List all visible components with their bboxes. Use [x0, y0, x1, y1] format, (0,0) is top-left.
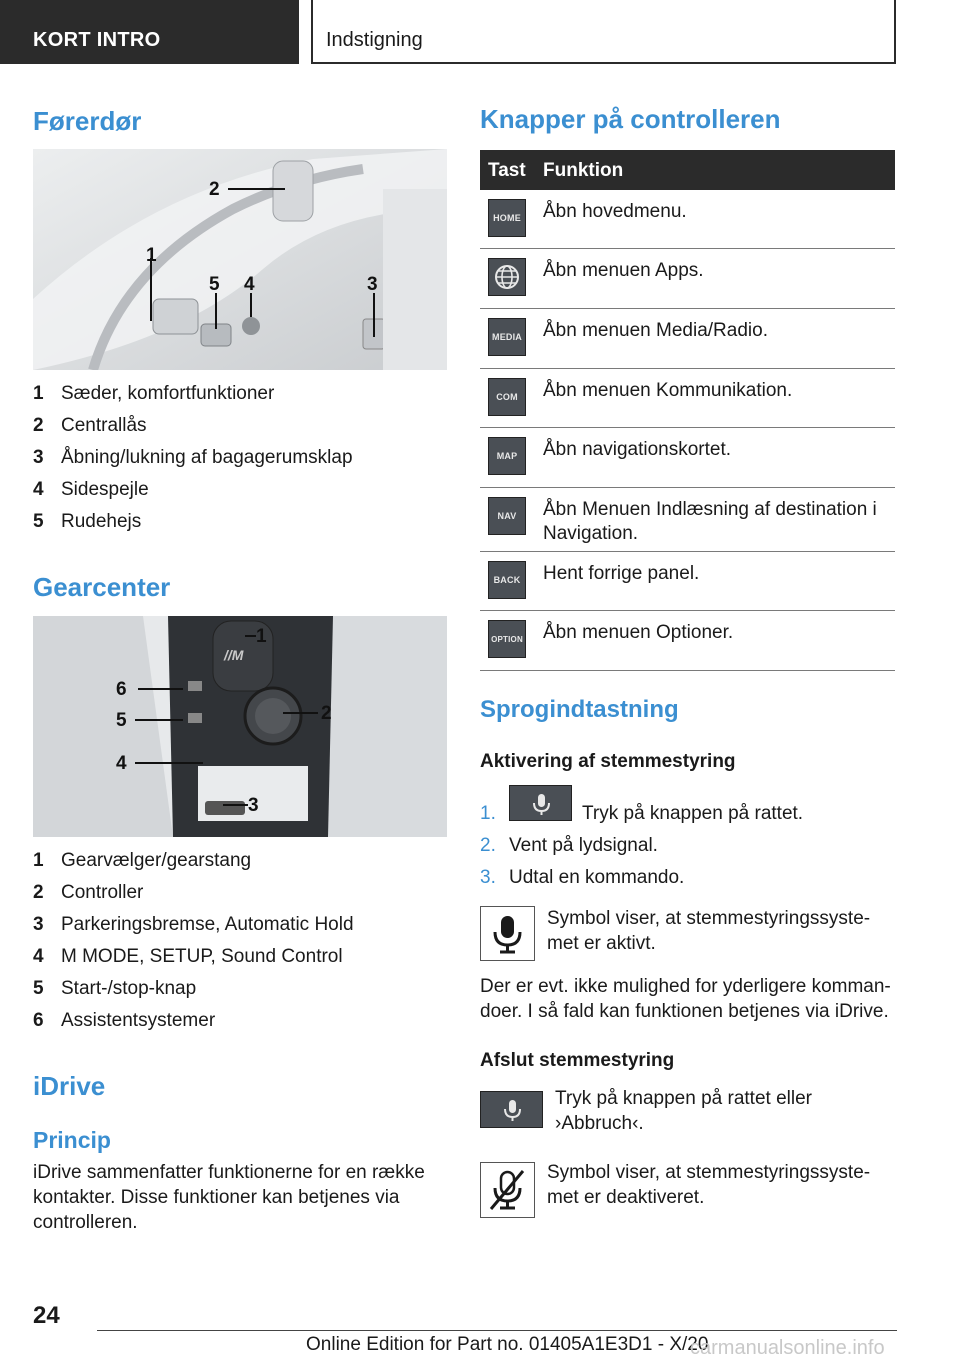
door-callout-4: 4: [244, 274, 255, 295]
microphone-icon: [510, 786, 573, 822]
gear-center-title: Gearcenter: [33, 572, 171, 602]
col-key-header: Tast: [488, 160, 526, 181]
voice-note: Der er evt. ikke mulighed for yderligere komman-doer. I så fald kan funktionen betjenes via iDrive.: [480, 976, 891, 1022]
voice-inactive-icon: [481, 1163, 534, 1217]
controller-buttons-table: [480, 150, 895, 671]
back-button-icon: BACK: [488, 561, 526, 599]
gear-callout-5: 5: [116, 710, 127, 731]
voice-active-symbol: [480, 906, 535, 961]
door-callout-1: 1: [146, 245, 157, 266]
list-item: 1 Sæder, komfortfunktioner: [33, 383, 275, 404]
footer-divider: [97, 1330, 897, 1331]
driver-door-legend: [33, 383, 353, 543]
door-callout-3: 3: [367, 274, 378, 295]
voice-inactive-symbol: [480, 1162, 535, 1218]
media-button-icon: MEDIA: [488, 318, 526, 356]
table-header: [480, 150, 895, 190]
table-row: NAV Åbn Menuen Indlæsning af destination i Navigation.: [480, 488, 895, 552]
header-chapter-label: Indstigning: [326, 29, 423, 51]
voice-active-description: Symbol viser, at stemmestyringssyste-met er aktivt.: [547, 908, 871, 954]
controller-buttons-title: Knapper på controlleren: [480, 104, 781, 134]
door-callout-2: 2: [209, 179, 220, 200]
voice-active-icon: [481, 907, 534, 960]
end-voice-description: Tryk på knappen på rattet eller ›Abbruch‹.: [555, 1088, 812, 1134]
list-item: 4 Sidespejle: [33, 479, 149, 500]
map-button-icon: MAP: [488, 437, 526, 475]
gear-center-photo: [33, 616, 447, 837]
list-item: 5 Rudehejs: [33, 511, 142, 532]
list-item: 1 Gearvælger/gearstang: [33, 850, 252, 871]
voice-inactive-description: Symbol viser, at stemmestyringssyste-met er deaktiveret.: [547, 1162, 871, 1208]
home-button-icon: HOME: [488, 199, 526, 237]
watermark: carmanualsonline.info: [690, 1337, 885, 1359]
voice-input-title: Sprogindtastning: [480, 696, 679, 723]
gear-callout-2: 2: [321, 703, 332, 724]
steering-mic-button: [509, 785, 572, 821]
driver-door-title: Førerdør: [33, 106, 142, 136]
gear-callout-4: 4: [116, 753, 127, 774]
list-item: 6 Assistentsystemer: [33, 1010, 216, 1031]
header-chapter-tab: [311, 0, 896, 64]
table-row: Åbn menuen Apps.: [480, 249, 895, 309]
svg-text://M: //M: [224, 647, 244, 663]
header-section-tab: [0, 0, 299, 64]
idrive-title: iDrive: [33, 1071, 106, 1101]
header-section-label: KORT INTRO: [33, 29, 161, 51]
microphone-icon: [481, 1092, 544, 1129]
list-item: 5 Start-/stop-knap: [33, 978, 197, 999]
gear-callout-3: 3: [248, 795, 259, 816]
gear-center-legend: [33, 850, 354, 1042]
list-item: 3 Åbning/lukning af bagagerumsklap: [33, 447, 353, 468]
edition-note: Online Edition for Part no. 01405A1E3D1 - X/20: [306, 1334, 709, 1355]
option-button-icon: OPTION: [488, 620, 526, 658]
steering-mic-button-end: [480, 1091, 543, 1128]
list-item: 4 M MODE, SETUP, Sound Control: [33, 946, 343, 967]
list-item: 2 Centrallås: [33, 415, 147, 436]
table-row: BACK Hent forrige panel.: [480, 552, 895, 611]
list-item: 2 Controller: [33, 882, 144, 903]
table-row: OPTION Åbn menuen Optioner.: [480, 611, 895, 671]
nav-button-icon: NAV: [488, 497, 526, 535]
com-button-icon: COM: [488, 378, 526, 416]
col-function-header: Funktion: [543, 160, 624, 181]
table-row: HOME Åbn hovedmenu.: [480, 190, 895, 249]
apps-globe-icon: [488, 258, 526, 296]
driver-door-photo: [33, 149, 447, 370]
door-callout-5: 5: [209, 274, 220, 295]
idrive-description: iDrive sammenfatter funktionerne for en række kontakter. Disse funktioner kan betjenes via controlleren.: [33, 1162, 425, 1233]
gear-callout-1: 1: [256, 626, 267, 647]
activate-voice-title: Aktivering af stemmestyring: [480, 751, 736, 772]
table-row: MAP Åbn navigationskortet.: [480, 428, 895, 488]
list-item: 3 Parkeringsbremse, Automatic Hold: [33, 914, 354, 935]
gear-callout-6: 6: [116, 679, 127, 700]
idrive-subtitle: Princip: [33, 1127, 111, 1153]
page-number: 24: [33, 1302, 60, 1329]
end-voice-title: Afslut stemmestyring: [480, 1050, 675, 1071]
table-row: COM Åbn menuen Kommunikation.: [480, 369, 895, 428]
table-row: MEDIA Åbn menuen Media/Radio.: [480, 309, 895, 369]
